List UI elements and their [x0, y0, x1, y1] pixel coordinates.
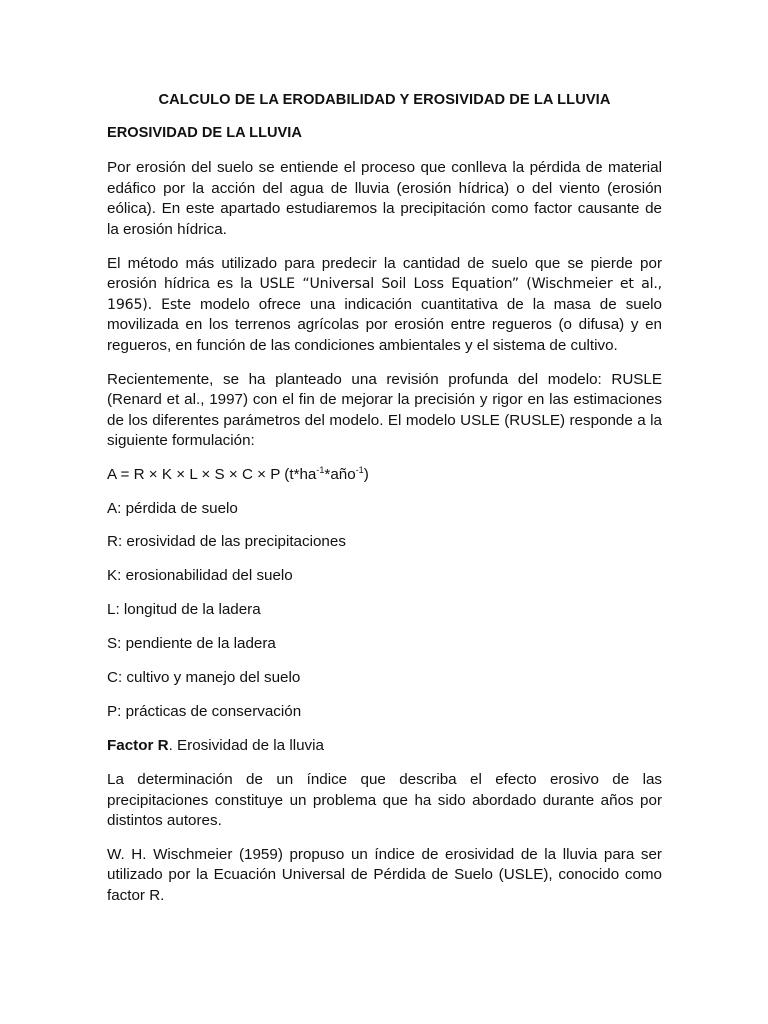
- usle-description-text: modelo ofrece una indicación cuantitativa de la masa de suelo movilizada en los terrenos agrícolas por erosión entre regueros (o difusa) y en regueros, en función de las condiciones ambientales y el sistema de cultivo.: [107, 295, 662, 354]
- paragraph-usle-method: [107, 254, 662, 357]
- definition-l: L: longitud de la ladera: [107, 601, 261, 619]
- factor-r-heading: [107, 736, 662, 757]
- paragraph-index-determination: La determinación de un índice que describa el efecto erosivo de las precipitaciones constituye un problema que ha sido abordado durante años por distintos autores.: [107, 770, 662, 830]
- factor-r-text: . Erosividad de la lluvia: [168, 737, 324, 755]
- definition-c: C: cultivo y manejo del suelo: [107, 669, 301, 687]
- usle-intro-text: El método más utilizado para predecir la cantidad de suelo que se pierde por erosión hídrica es la: [107, 254, 662, 293]
- usle-citation-text: USLE “Universal Soil Loss Equation” (Wischmeier et al., 1965). Este: [107, 276, 662, 313]
- paragraph-wischmeier: W. H. Wischmeier (1959) propuso un índice de erosividad de la lluvia para ser utilizado por la Ecuación Universal de Pérdida de Suelo (USLE), conocido como factor R.: [107, 845, 662, 904]
- paragraph-erosion-definition: Por erosión del suelo se entiende el proceso que conlleva la pérdida de material edáfico por la acción del agua de lluvia (erosión hídrica) o del viento (erosión eólica). En este apartado estudiaremos la precipitación como factor causante de la erosión hídrica.: [107, 159, 662, 238]
- definition-a: A: pérdida de suelo: [107, 499, 238, 517]
- document-page: [107, 90, 662, 920]
- definition-k: K: erosionabilidad del suelo: [107, 567, 293, 585]
- section-heading: EROSIVIDAD DE LA LLUVIA: [107, 124, 302, 141]
- document-title: CALCULO DE LA ERODABILIDAD Y EROSIVIDAD DE LA LLUVIA: [158, 92, 611, 108]
- formula-exponent-ha: -1: [316, 464, 325, 475]
- formula-mid: *año: [324, 465, 356, 483]
- definition-p: P: prácticas de conservación: [107, 703, 302, 721]
- formula-main: A = R × K × L × S × C × P (t*ha: [107, 465, 317, 483]
- factor-r-label: Factor R: [107, 737, 169, 755]
- definition-s: S: pendiente de la ladera: [107, 635, 276, 653]
- formula-exponent-year: -1: [355, 464, 364, 475]
- formula-end: ): [363, 465, 369, 483]
- paragraph-rusle: Recientemente, se ha planteado una revisión profunda del modelo: RUSLE (Renard et al., 1997) con el fin de mejorar la precisión y rigor en las estimaciones de los diferentes parámetros del modelo. El modelo USLE (RUSLE) responde a la siguiente formulación:: [107, 370, 662, 450]
- definition-r: R: erosividad de las precipitaciones: [107, 533, 346, 551]
- usle-formula: [107, 465, 662, 486]
